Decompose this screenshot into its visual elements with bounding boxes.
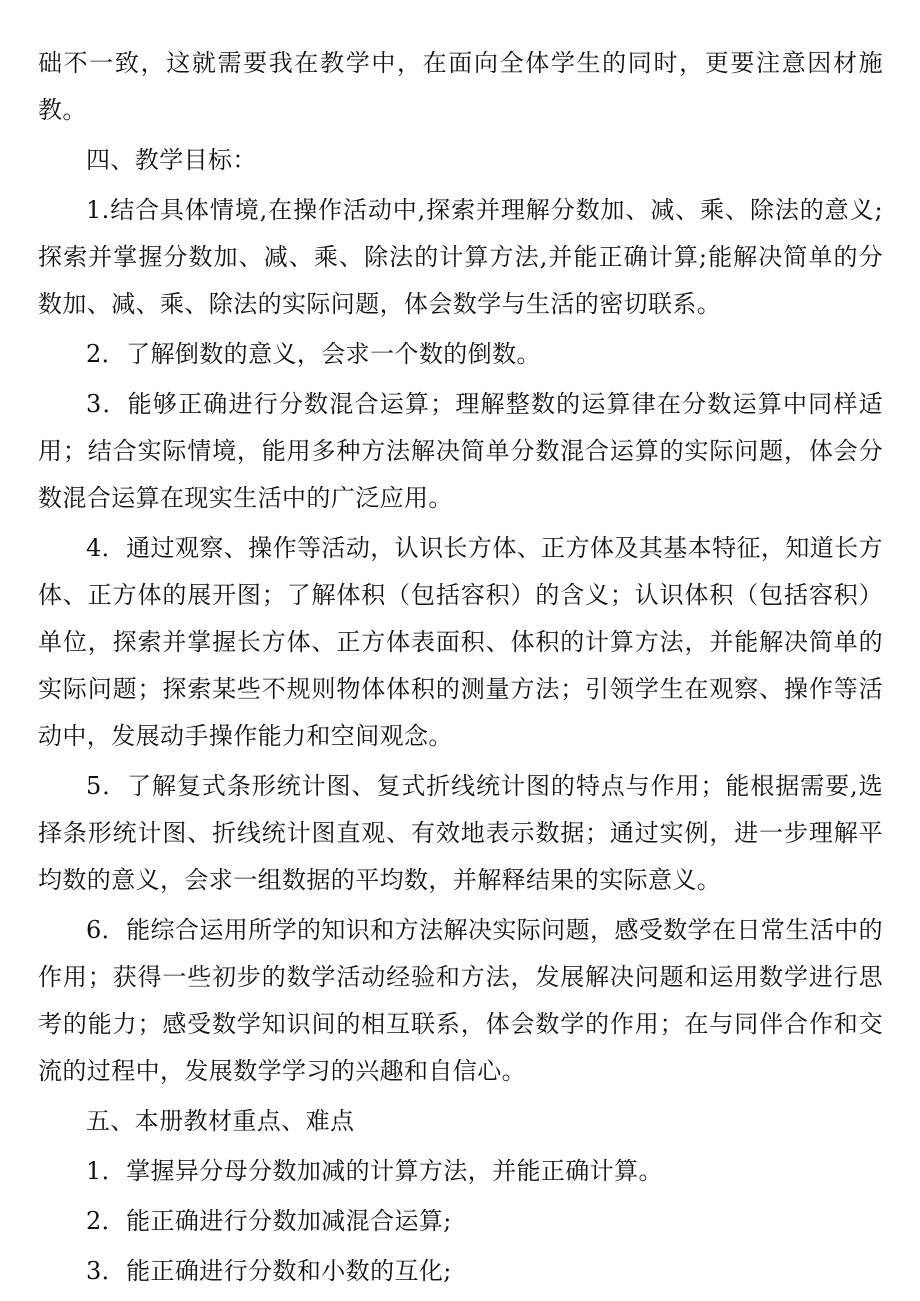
goal-item-6: 6．能综合运用所学的知识和方法解决实际问题，感受数学在日常生活中的作用；获得一些初步的数学活动经验和方法，发展解决问题和运用数学进行思考的能力；感受数学知识间的相互联系，体会数学的作用；在与同伴合作和交流的过程中，发展数学学习的兴趣和自信心。: [38, 916, 883, 1085]
section-heading-teaching-goals: 四、教学目标：: [86, 146, 257, 174]
goal-item-1: 1.结合具体情境,在操作活动中,探索并理解分数加、减、乘、除法的意义;探索并掌握分数加、减、乘、除法的计算方法,并能正确计算;能解决简单的分数加、减、乘、除法的实际问题，体会数学与生活的密切联系。: [38, 196, 883, 318]
document-page: [38, 40, 883, 1295]
key-point-item-1: 1．掌握异分母分数加减的计算方法，并能正确计算。: [86, 1157, 663, 1185]
goal-item-5: 5．了解复式条形统计图、复式折线统计图的特点与作用；能根据需要,选择条形统计图、折线统计图直观、有效地表示数据；通过实例，进一步理解平均数的意义，会求一组数据的平均数，并解释结果的实际意义。: [38, 772, 883, 894]
section-heading-key-points: 五、本册教材重点、难点: [86, 1107, 355, 1135]
key-point-item-3: 3．能正确进行分数和小数的互化;: [86, 1257, 452, 1285]
goal-item-3: 3．能够正确进行分数混合运算；理解整数的运算律在分数运算中同样适用；结合实际情境，能用多种方法解决简单分数混合运算的实际问题，体会分数混合运算在现实生活中的广泛应用。: [38, 390, 883, 512]
key-point-item-2: 2．能正确进行分数加减混合运算;: [86, 1207, 452, 1235]
paragraph-continuation: 础不一致，这就需要我在教学中，在面向全体学生的同时，更要注意因材施教。: [38, 49, 883, 124]
goal-item-2: 2．了解倒数的意义，会求一个数的倒数。: [86, 340, 541, 368]
goal-item-4: 4．通过观察、操作等活动，认识长方体、正方体及其基本特征，知道长方体、正方体的展开图；了解体积（包括容积）的含义；认识体积（包括容积）单位，探索并掌握长方体、正方体表面积、体积的计算方法，并能解决简单的实际问题；探索某些不规则物体体积的测量方法；引领学生在观察、操作等活动中，发展动手操作能力和空间观念。: [38, 534, 883, 750]
